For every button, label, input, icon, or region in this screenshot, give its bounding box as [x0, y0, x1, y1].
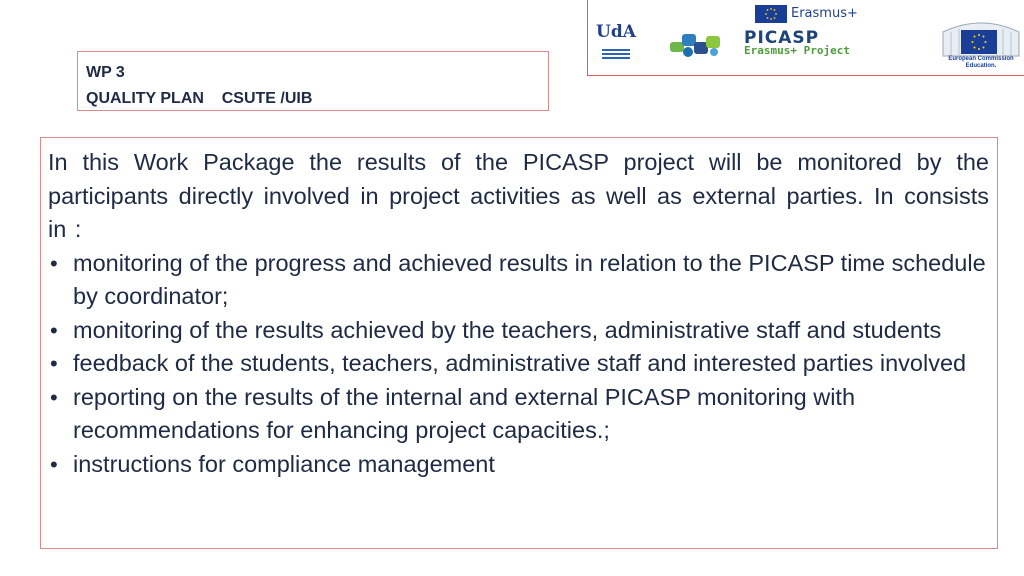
wp-number: WP 3 — [86, 64, 125, 81]
wp-label-box — [77, 51, 549, 111]
list-item — [48, 347, 989, 381]
logo-header — [587, 0, 1024, 76]
content-box — [40, 137, 998, 549]
eu-flag-icon — [755, 5, 787, 23]
european-commission-logo — [941, 18, 1021, 72]
list-item-text: monitoring of the results achieved by the teachers, administrative staff and students — [73, 316, 942, 343]
list-item — [48, 314, 989, 348]
bullet-icon: • — [50, 451, 58, 477]
list-item-text: instructions for compliance management — [73, 450, 495, 477]
uda-logo — [596, 20, 636, 60]
ec-logo-text: European Commission Education. — [948, 56, 1014, 69]
list-item-text: feedback of the students, teachers, administrative staff and interested parties involved — [73, 350, 967, 376]
list-item — [48, 381, 989, 448]
quality-plan-label: QUALITY PLAN CSUTE /UIB — [86, 90, 313, 107]
erasmus-plus-text: Erasmus+ — [791, 6, 858, 21]
bullet-icon: • — [50, 250, 58, 276]
list-item — [48, 247, 989, 314]
bullet-icon: • — [50, 384, 58, 410]
uda-logo-text: UdA — [596, 22, 636, 42]
list-item — [48, 448, 989, 482]
list-item-text: monitoring of the progress and achieved results in relation to the PICASP time schedule by coordinator; — [73, 249, 986, 309]
bullet-list — [48, 247, 989, 482]
ec-flag-icon — [961, 30, 997, 54]
picasp-subtitle: Erasmus+ Project — [744, 44, 850, 57]
uda-logo-stripes — [602, 47, 630, 59]
bullet-icon: • — [50, 317, 58, 343]
intro-paragraph: In this Work Package the results of the PICASP project will be monitored by the participants directly involved in project activities as well as external parties. In consists in : — [48, 149, 989, 242]
picasp-puzzle-logo — [668, 28, 728, 62]
picasp-title: PICASP — [744, 28, 820, 48]
list-item-text: reporting on the results of the internal and external PICASP monitoring with recommendations for enhancing project capacities.; — [73, 383, 856, 443]
bullet-icon: • — [50, 351, 58, 376]
